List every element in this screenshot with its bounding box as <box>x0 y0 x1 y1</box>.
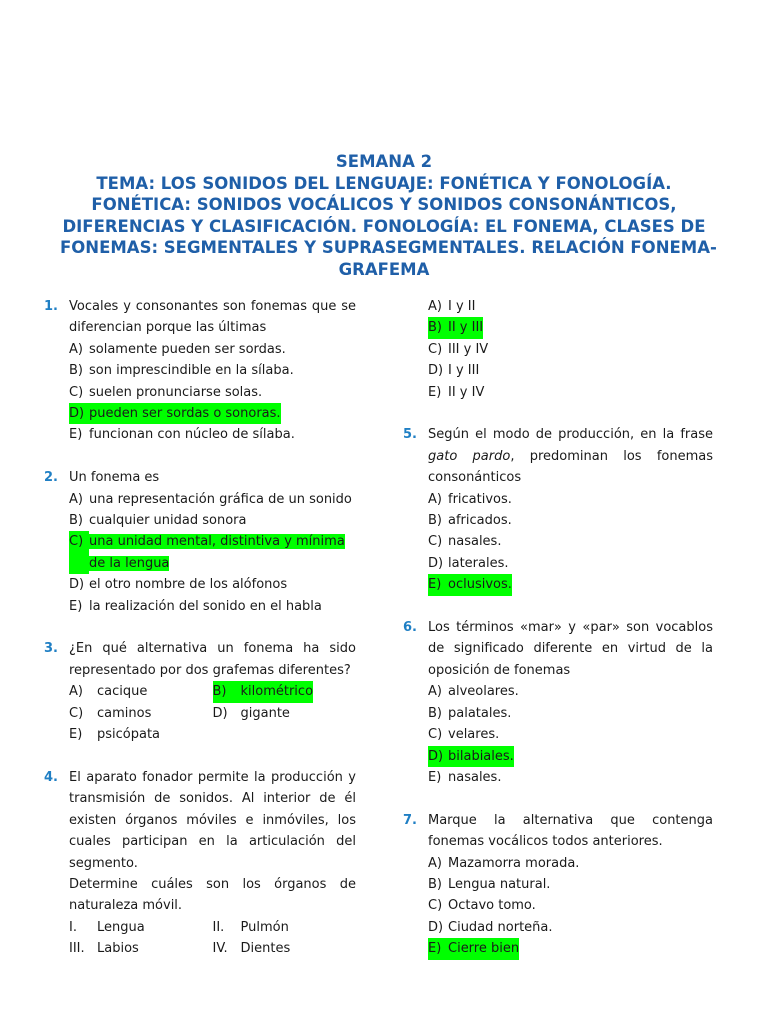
item-text: Dientes <box>240 941 291 957</box>
option-d[interactable] <box>403 553 713 574</box>
option-a[interactable] <box>44 489 356 510</box>
option-e-correct[interactable] <box>403 574 713 595</box>
option-letter: A) <box>428 299 442 314</box>
option-letter: E) <box>69 727 83 743</box>
options-row-2 <box>44 703 356 724</box>
question-2 <box>44 467 356 617</box>
topic-line-3: DIFERENCIAS Y CLASIFICACIÓN. FONOLOGÍA: EL FONEMA, CLASES DE <box>62 216 706 236</box>
item-text: Pulmón <box>240 919 289 935</box>
option-text: caminos <box>97 705 152 721</box>
option-e[interactable] <box>44 596 356 617</box>
option-text: son imprescindible en la sílaba. <box>89 363 294 379</box>
option-letter: D) <box>69 577 85 593</box>
option-e-correct[interactable] <box>403 938 713 959</box>
question-number: 6. <box>403 620 417 636</box>
item-numeral: II. <box>212 919 225 935</box>
option-letter: E) <box>69 598 83 614</box>
option-b[interactable] <box>403 703 713 724</box>
option-letter: B) <box>428 876 442 892</box>
option-a[interactable] <box>69 681 213 702</box>
question-7 <box>403 810 713 960</box>
question-number: 5. <box>403 427 417 443</box>
option-letter: B) <box>428 513 442 529</box>
item-i <box>69 917 213 938</box>
option-c[interactable] <box>403 339 713 360</box>
option-c[interactable] <box>403 895 713 916</box>
option-d[interactable] <box>44 574 356 595</box>
option-text: africados. <box>448 513 512 529</box>
option-letter: C) <box>428 898 443 914</box>
option-text: Octavo tomo. <box>448 898 536 914</box>
question-text: El aparato fonador permite la producción y transmisión de sonidos. Al interior de él existen órganos móviles e inmóviles, los cuales participan en la articulación del segmento. <box>69 769 356 871</box>
option-text: II y IV <box>448 384 485 400</box>
option-letter: D) <box>428 555 444 571</box>
question-text-italic: gato pardo <box>428 448 511 464</box>
option-text: velares. <box>448 727 500 743</box>
question-number: 4. <box>44 769 58 785</box>
option-letter: E) <box>428 577 442 593</box>
topic-line-5: GRAFEMA <box>338 259 430 279</box>
option-text: pueden ser sordas o sonoras. <box>89 406 281 422</box>
item-text: Lengua <box>97 919 145 935</box>
question-text-end: , predominan los fonemas consonánticos <box>428 448 713 486</box>
option-text: laterales. <box>448 555 509 571</box>
options-row-1 <box>44 681 356 702</box>
question-3 <box>44 638 356 745</box>
option-text: Cierre bien <box>448 941 520 957</box>
question-text: Los términos «mar» y «par» son vocablos de significado diferente en virtud de la oposición de fonemas <box>428 620 713 678</box>
option-text: oclusivos. <box>448 577 512 593</box>
option-text: Ciudad norteña. <box>448 919 553 935</box>
question-5 <box>403 424 713 595</box>
option-letter: B) <box>212 684 227 700</box>
option-e[interactable] <box>403 767 713 788</box>
option-letter: D) <box>428 748 444 764</box>
items-row-2 <box>44 938 356 959</box>
question-6 <box>403 617 713 788</box>
option-b[interactable] <box>44 360 356 381</box>
question-text-start: Según el modo de producción, en la frase <box>428 427 713 443</box>
option-letter: C) <box>69 705 84 721</box>
option-text: funcionan con núcleo de sílaba. <box>89 427 295 443</box>
question-number: 2. <box>44 470 58 486</box>
option-b-correct[interactable] <box>403 317 713 338</box>
option-letter: D) <box>212 705 228 721</box>
option-text: nasales. <box>448 534 502 550</box>
options-row-3 <box>44 724 356 745</box>
question-number: 7. <box>403 812 417 828</box>
item-iv <box>213 938 357 959</box>
option-text: una unidad mental, distintiva y mínima de la lengua <box>89 534 345 571</box>
option-letter: D) <box>428 363 444 379</box>
option-text: suelen pronunciarse solas. <box>89 384 263 400</box>
topic-line-2: FONÉTICA: SONIDOS VOCÁLICOS Y SONIDOS CONSONÁNTICOS, <box>91 195 677 214</box>
option-d[interactable] <box>403 360 713 381</box>
option-letter: A) <box>428 684 442 700</box>
option-letter: E) <box>428 941 442 957</box>
option-letter: C) <box>69 384 84 400</box>
option-text: II y III <box>448 320 484 336</box>
item-numeral: I. <box>69 919 77 935</box>
option-letter: A) <box>428 855 442 871</box>
option-b[interactable] <box>403 510 713 531</box>
question-4 <box>44 767 356 960</box>
option-text: cualquier unidad sonora <box>89 513 247 529</box>
question-4-options <box>403 296 713 403</box>
option-text: Mazamorra morada. <box>448 855 580 871</box>
option-letter: C) <box>69 531 89 574</box>
option-d-correct[interactable] <box>403 746 713 767</box>
option-text: fricativos. <box>448 491 512 507</box>
option-a[interactable] <box>403 681 713 702</box>
question-text: Marque la alternativa que contenga fonemas vocálicos todos anteriores. <box>428 812 713 850</box>
option-text: Lengua natural. <box>448 876 551 892</box>
option-c[interactable] <box>403 724 713 745</box>
option-letter: C) <box>428 534 443 550</box>
option-e[interactable] <box>44 424 356 445</box>
option-a[interactable] <box>403 853 713 874</box>
option-a[interactable] <box>403 296 713 317</box>
option-d[interactable] <box>403 917 713 938</box>
option-d-correct[interactable] <box>44 403 356 424</box>
question-number: 3. <box>44 641 58 657</box>
option-letter: B) <box>69 363 83 379</box>
item-ii <box>213 917 357 938</box>
option-text: psicópata <box>97 727 161 743</box>
question-1 <box>44 296 356 446</box>
option-c[interactable] <box>403 531 713 552</box>
page-header <box>60 151 717 280</box>
option-text: palatales. <box>448 705 512 721</box>
item-text: Labios <box>97 941 139 957</box>
question-text: Un fonema es <box>69 470 160 486</box>
option-letter: B) <box>428 320 442 336</box>
option-text: el otro nombre de los alófonos <box>89 577 288 593</box>
option-letter: E) <box>428 769 442 785</box>
option-text: nasales. <box>448 769 502 785</box>
option-c[interactable] <box>69 703 213 724</box>
right-column <box>403 296 713 981</box>
option-a[interactable] <box>44 339 356 360</box>
option-letter: A) <box>69 491 83 507</box>
items-row-1 <box>44 917 356 938</box>
question-text <box>428 424 713 488</box>
option-e[interactable] <box>69 724 238 745</box>
option-letter: B) <box>69 513 83 529</box>
option-text: bilabiales. <box>448 748 514 764</box>
option-letter: A) <box>69 684 83 700</box>
option-b[interactable] <box>44 510 356 531</box>
option-b[interactable] <box>403 874 713 895</box>
option-c-correct[interactable] <box>44 531 356 574</box>
option-c[interactable] <box>44 382 356 403</box>
option-text: alveolares. <box>448 684 519 700</box>
option-letter: E) <box>69 427 83 443</box>
option-text: kilométrico <box>240 684 314 700</box>
option-letter: A) <box>428 491 442 507</box>
option-text: cacique <box>97 684 148 700</box>
option-text: III y IV <box>448 341 489 357</box>
option-text: la realización del sonido en el habla <box>89 598 322 614</box>
option-text: I y II <box>448 299 476 314</box>
question-instruction: Determine cuáles son los órganos de naturaleza móvil. <box>69 876 356 914</box>
option-b-correct[interactable] <box>213 681 357 702</box>
option-letter: B) <box>428 705 442 721</box>
option-text: una representación gráfica de un sonido <box>89 491 352 507</box>
option-text: I y III <box>448 363 480 379</box>
topic-line-4: FONEMAS: SEGMENTALES Y SUPRASEGMENTALES. RELACIÓN FONEMA- <box>60 238 717 257</box>
option-letter: D) <box>69 406 85 422</box>
week-title: SEMANA 2 <box>335 152 433 171</box>
option-text: gigante <box>240 705 290 721</box>
option-d[interactable] <box>213 703 357 724</box>
option-letter: D) <box>428 919 444 935</box>
option-letter: C) <box>428 727 443 743</box>
item-numeral: IV. <box>212 941 228 957</box>
question-number: 1. <box>44 299 58 314</box>
item-iii <box>69 938 213 959</box>
item-numeral: III. <box>69 941 85 957</box>
option-letter: C) <box>428 341 443 357</box>
question-text: ¿En qué alternativa un fonema ha sido representado por dos grafemas diferentes? <box>69 641 356 678</box>
question-text: Vocales y consonantes son fonemas que se diferencian porque las últimas <box>69 299 356 336</box>
option-letter: E) <box>428 384 442 400</box>
option-text: solamente pueden ser sordas. <box>89 341 286 357</box>
option-a[interactable] <box>403 489 713 510</box>
left-column <box>44 296 356 981</box>
option-e[interactable] <box>403 382 713 403</box>
option-letter: A) <box>69 341 83 357</box>
topic-line-1: TEMA: LOS SONIDOS DEL LENGUAJE: FONÉTICA Y FONOLOGÍA. <box>96 173 672 193</box>
